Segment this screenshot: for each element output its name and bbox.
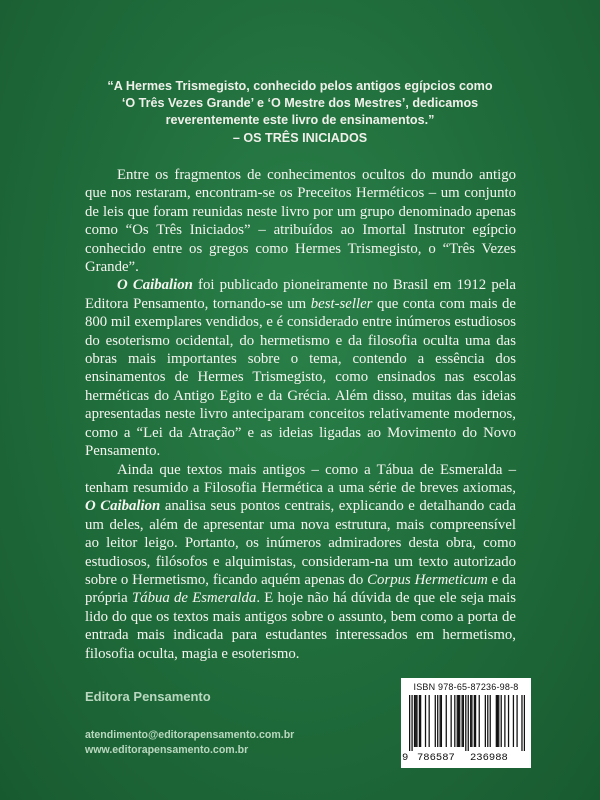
barcode-bar	[454, 695, 455, 747]
barcode-bar	[437, 695, 438, 747]
barcode-bar	[465, 695, 466, 751]
barcode-bar	[411, 695, 412, 751]
barcode-bar	[524, 695, 525, 751]
barcode-bar	[409, 695, 410, 751]
text-span: foi publicado pioneiramente no Brasil em 1912 pela Editora Pensamento, tornando-se um	[85, 277, 516, 312]
isbn-barcode	[401, 678, 531, 768]
barcode-bar	[470, 695, 471, 747]
publisher-website: www.editorapensamento.com.br	[85, 744, 249, 756]
barcode-bar	[487, 695, 488, 747]
barcode-bar	[415, 695, 416, 747]
barcode-bar	[441, 695, 442, 747]
paragraph-3	[85, 461, 516, 663]
barcode-bar	[485, 695, 486, 747]
barcode-bar	[459, 695, 460, 747]
barcode-bar	[498, 695, 499, 747]
barcode-bar	[468, 695, 469, 751]
barcode-bar	[429, 695, 430, 747]
barcode-bar	[440, 695, 441, 747]
synopsis-text	[85, 166, 516, 663]
text-span: e da própria	[85, 571, 516, 607]
barcode-bar	[414, 695, 415, 747]
quote-line: reverentemente este livro de ensinamentos.”	[165, 113, 435, 127]
isbn-label: ISBN 978-65-87236-98-8	[413, 682, 519, 692]
barcode-bar	[463, 695, 464, 747]
barcode-bar	[496, 695, 497, 747]
barcode-bar	[516, 695, 517, 747]
italic-term: Corpus Hermeticum	[367, 571, 488, 588]
quote-line: ‘O Três Vezes Grande’ e ‘O Mestre dos Mestres’, dedicamos	[121, 96, 479, 110]
text-span: . E hoje não há dúvida de que ele seja mais lido do que os textos mais antigos sobre o assunto, bem como a porta de entrada mais indicada para estudantes interessados em hermetismo, filosofia oculta, magia e esoterismo.	[85, 590, 516, 662]
barcode-bar	[425, 695, 426, 747]
barcode-bars	[409, 695, 525, 751]
barcode-bar	[420, 695, 421, 747]
barcode-bar	[513, 695, 514, 747]
quote-line: “A Hermes Trismegisto, conhecido pelos antigos egípcios como	[107, 79, 493, 93]
barcode-digits-left: 786587	[417, 752, 455, 764]
barcode-bar	[419, 695, 420, 747]
barcode-digits-right: 236988	[470, 752, 508, 764]
barcode-bar	[508, 695, 509, 747]
barcode-bar	[416, 695, 417, 747]
barcode-bar	[521, 695, 522, 751]
text-span: Ainda que textos mais antigos – como a Tábua de Esmeralda – tenham resumido a Filosofia Hermética a uma série de breves axiomas,	[85, 461, 516, 496]
barcode-bar	[497, 695, 498, 747]
barcode-bar	[458, 695, 459, 747]
publisher-name: Editora Pensamento	[85, 689, 211, 704]
italic-term: best-seller	[310, 295, 373, 312]
barcode-bar	[471, 695, 472, 747]
barcode-bar	[462, 695, 463, 747]
publisher-email: atendimento@editorapensamento.com.br	[85, 729, 295, 741]
publisher-contact	[85, 728, 294, 758]
barcode-bar	[446, 695, 447, 747]
barcode-bar	[435, 695, 436, 747]
text-span: analisa seus pontos centrais, explicando e detalhando cada um deles, além de apresentar uma nova estrutura, mais compreensível ao leitor leigo. Portanto, os inúmeros admiradores desta obra, como estudiosos, filósofos e alquimistas, consideram-na um texto autorizado sobre o Hermetismo, ficando aquém apenas do	[85, 498, 516, 588]
barcode-bar	[501, 695, 502, 747]
italic-term: Tábua de Esmeralda	[131, 590, 257, 607]
barcode-bar	[451, 695, 452, 747]
barcode-digit-first: 9	[402, 752, 409, 764]
barcode-bar	[474, 695, 475, 747]
text-span: que conta com mais de 800 mil exemplares vendidos, e é considerado entre inúmeros estudiosos do esoterismo ocidental, do hermetismo e da filosofia oculta uma das obras mais importantes sobre o tema, contendo a essência dos ensinamentos de Hermes Trismegisto, como ensinados nas escolas herméticas do Antigo Egito e da Grécia. Além disso, muitas das ideias apresentadas neste livro anteciparam conceitos relativamente modernos, como a “Lei da Atração” e as ideias ligadas ao Movimento do Novo Pensamento.	[85, 295, 516, 460]
epigraph-quote	[70, 78, 530, 147]
paragraph-1: Entre os fragmentos de conhecimentos ocultos do mundo antigo que nos restaram, encontram-se os Preceitos Herméticos – um conjunto de leis que foram reunidas neste livro por um grupo denominado apenas como “Os Três Iniciados” – atribuídos ao Imortal Instrutor egípcio conhecido entre os gregos como Hermes Trismegisto, o “Três Vezes Grande”.	[85, 167, 516, 276]
barcode-bar	[457, 695, 458, 747]
barcode-bar	[479, 695, 480, 747]
paragraph-2	[85, 276, 516, 460]
barcode-bar	[504, 695, 505, 747]
book-title: O Caibalion	[117, 277, 193, 294]
barcode-bar	[490, 695, 491, 747]
barcode-bar	[475, 695, 476, 747]
book-title: O Caibalion	[85, 498, 161, 515]
quote-attribution: – OS TRÊS INICIADOS	[232, 131, 368, 145]
